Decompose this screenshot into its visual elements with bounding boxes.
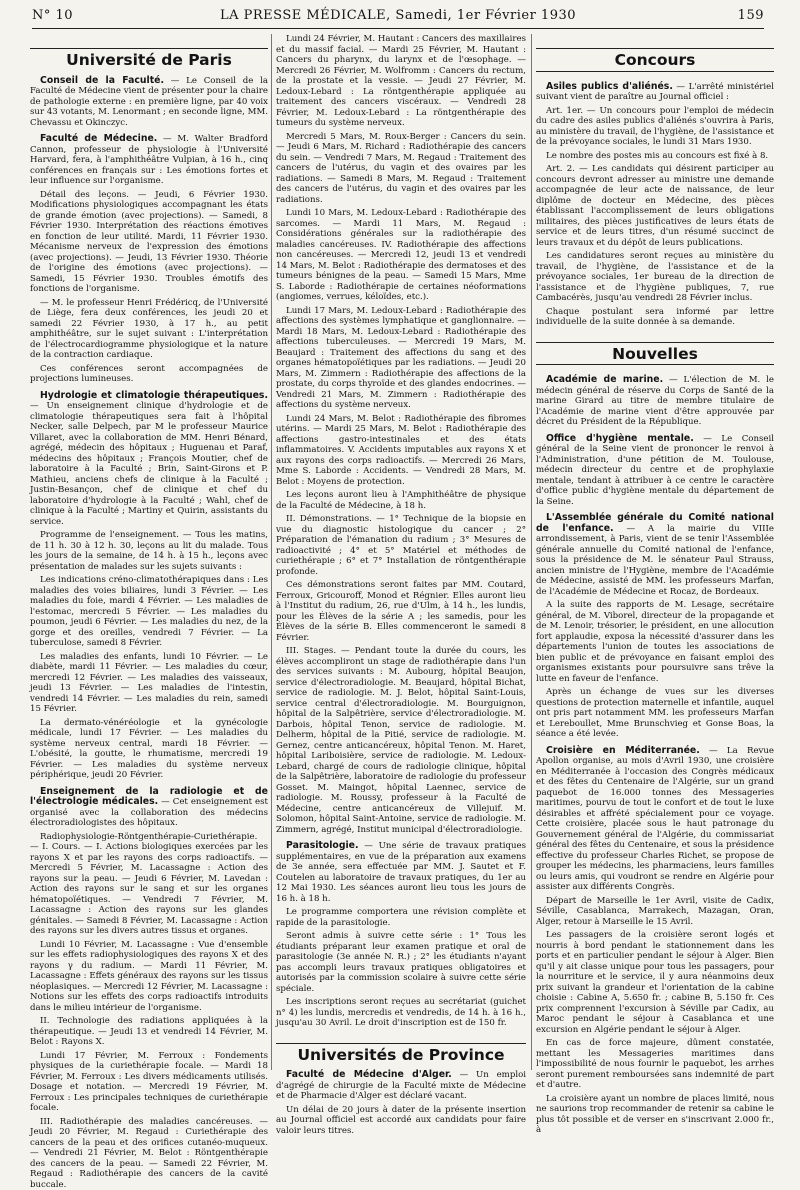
paragraph: III. Radiothérapie des maladies cancéreuses. — Jeudi 20 Février, M. Regaud : Curiethérapie des cancers de la peau et des orifices cutanéo-muqueux. — Vendredi 21 Février, M. Belot : Röntgenthérapie des cancers de la peau. — Samedi 22 Février, M. Regaud : Radiothérapie des cancers de la cavité buccale. <box>30 1117 268 1190</box>
paragraph: Un délai de 20 jours à dater de la présente insertion au Journal officiel est accordé aux candidats pour faire valoir leurs titres. <box>276 1105 526 1137</box>
paragraph: Radiophysiologie-Röntgenthérapie-Curiethérapie. — I. Cours. — I. Actions biologiques exercées par les rayons X et par les rayons des corps radioactifs. — Mercredi 5 Février, M. Lacassagne : Action des rayons sur la peau. — Jeudi 6 Février, M. Lavedan : Action des rayons sur le sang et sur les organes hématopoïétiques. — Vendredi 7 Février, M. Lacassagne : Action des rayons sur les glandes génitales. — Samedi 8 Février, M. Lacassagne : Action des rayons sur les divers autres tissus et organes. <box>30 832 268 937</box>
paragraph: — M. le professeur Henri Frédéricq, de l'Université de Liège, fera deux conférences, les jeudi 20 et samedi 22 Février 1930, à 17 h., au petit amphithéâtre, sur le sujet suivant : L'interprétation de l'électrocardiogramme physiologique et la nature de la contraction cardiaque. <box>30 298 268 361</box>
paragraph: Départ de Marseille le 1er Avril, visite de Cadix, Séville, Casablanca, Marrakech, Mazagan, Oran, Alger, retour à Marseille le 15 Avril. <box>536 896 774 928</box>
article-title: Asiles publics d'aliénés. <box>546 81 673 92</box>
article-title: L'Assemblée générale du Comité national de l'enfance. <box>536 512 774 534</box>
column-left <box>30 34 268 1070</box>
paragraph: Mercredi 5 Mars, M. Roux-Berger : Cancers du sein. — Jeudi 6 Mars, M. Richard : Radiothérapie des cancers du sein. — Vendredi 7 Mars, M. Regaud : Traitement des cancers de l'utérus, du vagin et des ovaires par les radiations. — Samedi 8 Mars, M. Regaud : Traitement des cancers de l'utérus, du vagin et des ovaires par les radiations. <box>276 132 526 206</box>
article-title: Croisière en Méditerranée. <box>546 745 700 756</box>
article <box>536 513 774 597</box>
column-right <box>536 34 774 1070</box>
article <box>30 787 268 829</box>
paragraph: Les maladies des enfants, lundi 10 Février. — Le diabète, mardi 11 Février. — Les maladies du cœur, mercredi 12 Février. — Les maladies des vaisseaux, jeudi 13 Février. — Les maladies de l'intestin, vendredi 14 Février. — Les maladies du rein, samedi 15 Février. <box>30 652 268 715</box>
paragraph: Après un échange de vues sur les diverses questions de protection maternelle et infantile, auquel ont pris part notamment MM. les professeurs Marfan et Lereboullet, Mme Brunschvieg et Gonse Boas, la séance a été levée. <box>536 687 774 740</box>
article-text: — Une série de travaux pratiques supplémentaires, en vue de la préparation aux examens de 3e année, sera effectuée par MM. J. Sautet et F. Coutelen au laboratoire de travaux pratiques, du 1er au 12 Mai 1930. Les séances auront lieu tous les jours de 16 h. à 18 h. <box>276 841 526 904</box>
section-heading: Concours <box>536 48 774 72</box>
paragraph: Lundi 17 Mars, M. Ledoux-Lebard : Radiothérapie des affections des systèmes lymphatique et ganglionnaire. — Mardi 18 Mars, M. Ledoux-Lebard : Radiothérapie des affections tuberculeuses. — Mercredi 19 Mars, M. Beaujard : Traitement des affections du sang et des organes hématopoïétiques par les radiations. — Jeudi 20 Mars, M. Zimmern : Radiothérapie des affections de la prostate, du corps thyroïde et des glandes endocrines. — Vendredi 21 Mars, M. Zimmern : Radiothérapie des affections du système nerveux. <box>276 306 526 411</box>
article <box>536 82 774 103</box>
section-heading: Universités de Province <box>276 1043 526 1061</box>
article-title: Enseignement de la radiologie et de l'électrologie médicales. <box>30 786 268 808</box>
article <box>276 841 526 904</box>
paragraph: Lundi 24 Février, M. Hautant : Cancers des maxillaires et du massif facial. — Mardi 25 Février, M. Hautant : Cancers du pharynx, du larynx et de l'œsophage. — Mercredi 26 Février, M. Wolfromm : Cancers du rectum, de la prostate et la vessie. — Jeudi 27 Février, M. Ledoux-Lebard : La röntgenthérapie appliquée au traitement des cancers viscéraux. — Vendredi 28 Février, M. Ledoux-Lebard : La röntgenthérapie des tumeurs du système nerveux. <box>276 34 526 129</box>
article-title: Conseil de la Faculté. <box>40 75 164 86</box>
paragraph: Lundi 24 Mars, M. Belot : Radiothérapie des fibromes utérins. — Mardi 25 Mars, M. Belot : Radiothérapie des affections gastro-intestinales et des états inflammatoires. V. Accidents imputables aux rayons X et aux rayons des corps radioactifs. — Mercredi 26 Mars, Mme S. Laborde : Accidents. — Vendredi 28 Mars, M. Belot : Moyens de protection. <box>276 414 526 488</box>
section-heading: Nouvelles <box>536 342 774 366</box>
paragraph: Les candidatures seront reçues au ministère du travail, de l'hygiène, de l'assistance et de la prévoyance sociales, 1er bureau de la direction de l'assistance et de l'hygiène publiques, 7, rue Cambacérès, jusqu'au vendredi 28 Février inclus. <box>536 251 774 304</box>
column-rule <box>271 34 272 1070</box>
article-text: — L'arrêté ministériel suivant vient de paraître au Journal officiel : <box>536 82 774 103</box>
paragraph: A la suite des rapports de M. Lesage, secrétaire général, de M. Viborel, directeur de la propagande et de M. Lenoir, trésorier, le président, en une allocution fort applaudie, exposa la nécessité d'assurer dans les départements l'union de toutes les associations de bien public et de prévoyance en faisant emploi des organismes existants pour poursuivre sans trêve la lutte en faveur de l'enfance. <box>536 600 774 684</box>
issue-number: N° 10 <box>32 8 73 23</box>
paragraph: Détail des leçons. — Jeudi, 6 Février 1930. Modifications physiologiques accompagnant les états de grande émotion (avec projections). — Samedi, 8 Février 1930. Interprétation des réactions émotives en fonction de leur utilité. Mardi, 11 Février 1930. Mécanisme nerveux de l'expression des émotions (avec projections). — Jeudi, 13 Février 1930. Théorie de l'origine des émotions (avec projections). — Samedi, 15 Février 1930. Troubles émotifs des fonctions de l'organisme. <box>30 190 268 295</box>
article <box>30 391 268 528</box>
paragraph: Les leçons auront lieu à l'Amphithéâtre de physique de la Faculté de Médecine, à 18 h. <box>276 490 526 511</box>
article <box>536 434 774 508</box>
paragraph: Ces conférences seront accompagnées de projections lumineuses. <box>30 364 268 385</box>
article <box>536 375 774 428</box>
paragraph: Ces démonstrations seront faites par MM. Coutard, Ferroux, Gricouroff, Monod et Régnier. Elles auront lieu à l'Institut du radium, 26, rue d'Ulm, à 14 h., les lundis, pour les Élèves de la série A ; les samedis, pour les Élèves de la série B. Elles commenceront le samedi 8 Février. <box>276 580 526 643</box>
section-heading: Université de Paris <box>30 48 268 66</box>
paragraph: Art. 2. — Les candidats qui désirent participer au concours devront adresser au ministre une demande accompagnée de leur acte de naissance, de leur diplôme de docteur en Médecine, des pièces établissant l'accomplissement de leurs obligations militaires, des pièces justificatives de leurs états de service et de leurs titres, d'un résumé succinct de leurs travaux et du dépôt de leurs publications. <box>536 164 774 248</box>
article <box>536 746 774 893</box>
article-text: — Un enseignement clinique d'hydrologie et de climatologie thérapeutiques sera fait à l'hôpital Necker, salle Delpech, par M le professeur Maurice Villaret, avec la collaboration de MM. Henri Bénard, agrégé, médecin des hôpitaux ; Huguenau et Paraf, médecins des hôpitaux ; François Moutier, chef de laboratoire à la Faculté ; Brin, Saint-Girons et P. Mathieu, anciens chefs de clinique à la Faculté ; Justin-Besançon, chef de clinique et chef du laboratoire d'hydrologie à la Faculté ; Wahl, chef de clinique à la Faculté ; Martiny et Quirin, assistants du service. <box>30 401 268 527</box>
paragraph: Art. 1er. — Un concours pour l'emploi de médecin du cadre des asiles publics d'aliénés s'ouvrira à Paris, au ministère du travail, de l'hygiène, de l'assistance et de la prévoyance sociales, le lundi 31 Mars 1930. <box>536 106 774 148</box>
paragraph: III. Stages. — Pendant toute la durée du cours, les élèves accompliront un stage de radiothérapie dans l'un des services suivants : M. Aubourg, hôpital Beaujon, service d'électroradiologie. M. Beaujard, hôpital Bichat, service de radiologie. M. J. Belot, hôpital Saint-Louis, service central d'électroradiologie. M. Bourguignon, hôpital de la Salpêtrière, service d'électroradiologie. M. Darbois, hôpital Tenon, service de radiologie. M. Delherm, hôpital de la Pitié, service de radiologie. M. Gernez, centre anticancéreux, hôpital Tenon. M. Haret, hôpital Lariboisière, service de radiologie. M. Ledoux-Lebard, chargé de cours de radiologie clinique, hôpital de la Salpêtrière, laboratoire de radiologie du professeur Gosset. M. Maingot, hôpital Laennec, service de radiologie. M. Roussy, professeur à la Faculté de Médecine, centre anticancéreux de Villejuif. M. Solomon, hôpital Saint-Antoine, service de radiologie. M. Zimmern, agrégé, Institut municipal d'électroradiologie. <box>276 646 526 835</box>
paragraph: II. Technologie des radiations appliquées à la thérapeutique. — Jeudi 13 et vendredi 14 Février, M. Belot : Rayons X. <box>30 1016 268 1048</box>
column-rule <box>531 34 532 1070</box>
page-header <box>32 6 764 29</box>
article-title: Académie de marine. <box>546 374 663 385</box>
article-text: — La Revue Apollon organise, au mois d'Avril 1930, une croisière en Méditerranée à l'occasion des Congrès médicaux et des fêtes du Centenaire de l'Algérie, sur un grand paquebot de 16.000 tonnes des Messageries maritimes, pourvu de tout le confort et de tout le luxe désirables et affrété spécialement pour ce voyage. Cette croisière, placée sous le haut patronage du Gouvernement général de l'Algérie, du commissariat général des fêtes du Centenaire, et sous la présidence effective du professeur Charles Richet, se propose de grouper les médecins, les pharmaciens, leurs familles ou leurs amis, qui voudront se rendre en Algérie pour assister aux différents Congrès. <box>536 746 774 893</box>
journal-title: LA PRESSE MÉDICALE, Samedi, 1er Février 1930 <box>32 8 764 23</box>
article-title: Office d'hygiène mentale. <box>546 433 694 444</box>
paragraph: II. Démonstrations. — 1° Technique de la biopsie en vue du diagnostic histologique du cancer ; 2° Préparation de l'émanation du radium ; 3° Mesures de radioactivité ; 4° et 5° Matériel et méthodes de curiethérapie ; 6° et 7° Installation de röntgenthérapie profonde. <box>276 514 526 577</box>
article-text: — Un emploi d'agrégé de chirurgie de la Faculté mixte de Médecine et de Pharmacie d'Alger est déclaré vacant. <box>276 1070 526 1101</box>
paragraph: Programme de l'enseignement. — Tous les matins, de 11 h. 30 à 12 h. 30, leçons au lit du malade. Tous les jours de la semaine, de 14 h. à 15 h., leçons avec présentation de malades sur les sujets suivants : <box>30 530 268 572</box>
article <box>30 134 268 187</box>
paragraph: La dermato-vénéréologie et la gynécologie médicale, lundi 17 Février. — Les maladies du système nerveux central, mardi 18 Février. — L'obésité, la goutte, le rhumatisme, mercredi 19 Février. — Les maladies du système nerveux périphérique, jeudi 20 Février. <box>30 718 268 781</box>
page-number: 159 <box>738 8 764 23</box>
article-title: Hydrologie et climatologie thérapeutiques. <box>40 390 268 401</box>
article-title: Faculté de Médecine d'Alger. <box>286 1069 452 1080</box>
paragraph: Le nombre des postes mis au concours est fixé à 8. <box>536 151 774 162</box>
article-text: — Cet enseignement est organisé avec la collaboration des médecins électroradiologistes des hôpitaux. <box>30 797 268 828</box>
paragraph: Chaque postulant sera informé par lettre individuelle de la suite donnée à sa demande. <box>536 307 774 328</box>
article-text: — M. Walter Bradford Cannon, professeur de physiologie à l'Université Harvard, fera, à l'amphithéâtre Vulpian, à 16 h., cinq conférences en français sur : Les émotions fortes et leur influence sur l'organisme. <box>30 134 268 186</box>
paragraph: Les inscriptions seront reçues au secrétariat (guichet n° 4) les lundis, mercredis et vendredis, de 14 h. à 16 h., jusqu'au 30 Avril. Le droit d'inscription est de 150 fr. <box>276 997 526 1029</box>
paragraph: En cas de force majeure, dûment constatée, mettant les Messageries maritimes dans l'impossibilité de nous fournir le paquebot, les arrhes seront purement remboursées sans indemnité de part et d'autre. <box>536 1038 774 1091</box>
article-text: — Le Conseil de la Faculté de Médecine vient de présenter pour la chaire de pathologie externe : en première ligne, par 40 voix sur 43 votants, M. Lenormant ; en seconde ligne, MM. Chevassu et Okinczyc. <box>30 76 268 128</box>
paragraph: Lundi 17 Février, M. Ferroux : Fondements physiques de la curiethérapie focale. — Mardi 18 Février, M. Ferroux : Les divers médicaments utilisés. Dosage et notation. — Mercredi 19 Février, M. Ferroux : Les principales techniques de curiethérapie focale. <box>30 1051 268 1114</box>
article-text: — A la mairie du VIIIe arrondissement, à Paris, vient de se tenir l'Assemblée générale annuelle du Comité national de l'enfance, sous la présidence de M. le sénateur Paul Strauss, ancien ministre de l'Hygiène, membre de l'Académie de Médecine, assisté de MM. les professeurs Marfan, de l'Académie de Médecine et Rocaz, de Bordeaux. <box>536 524 774 597</box>
paragraph: Les indications créno-climatothérapiques dans : Les maladies des voies biliaires, lundi 3 Février. — Les maladies du foie, mardi 4 Février. — Les maladies de l'estomac, mercredi 5 Février. — Les maladies du poumon, jeudi 6 Février. — Les maladies du nez, de la gorge et des oreilles, vendredi 7 Février. — La tuberculose, samedi 8 Février. <box>30 575 268 649</box>
article <box>276 1070 526 1102</box>
paragraph: Seront admis à suivre cette série : 1° Tous les étudiants préparant leur examen pratique et oral de parasitologie (3e année N. R.) ; 2° les étudiants n'ayant pas accompli leurs travaux pratiques obligatoires et autorisés par la commission scolaire à suivre cette série spéciale. <box>276 931 526 994</box>
article-title: Parasitologie. <box>286 840 359 851</box>
column-middle <box>276 34 526 1070</box>
article-title: Faculté de Médecine. <box>40 133 157 144</box>
paragraph: La croisière ayant un nombre de places limité, nous ne saurions trop recommander de retenir sa cabine le plus tôt possible et de verser en s'inscrivant 2.000 fr., à <box>536 1094 774 1136</box>
paragraph: Les passagers de la croisière seront logés et nourris à bord pendant le stationnement dans les ports et en particulier pendant le séjour à Alger. Bien qu'il y ait classe unique pour tous les passagers, pour la nourriture et le service, il y aura néanmoins deux prix suivant la grandeur et l'orientation de la cabine choisie : Cabine A, 5.650 fr. ; cabine B, 5.150 fr. Ces prix comprennent l'excursion à Séville par Cadix, au Maroc pendant le séjour à Casablanca et une excursion en Algérie pendant le séjour à Alger. <box>536 930 774 1035</box>
paragraph: Lundi 10 Février, M. Lacassagne : Vue d'ensemble sur les effets radiophysiologiques des rayons X et des rayons γ du radium. — Mardi 11 Février, M. Lacassagne : Effets généraux des rayons sur les tissus néoplasiques. — Mercredi 12 Février, M. Lacassagne : Notions sur les effets des corps radioactifs introduits dans le milieu intérieur de l'organisme. <box>30 940 268 1014</box>
article-text: — L'élection de M. le médecin général de réserve du Corps de Santé de la marine Girard au titre de membre titulaire de l'Académie de marine vient d'être approuvée par décret du Président de la République. <box>536 375 774 427</box>
article <box>30 76 268 129</box>
article-text: — Le Conseil général de la Seine vient de prononcer le renvoi à l'Administration, d'une pétition de M. Toulouse, médecin directeur du centre et de prophylaxie mentale, tendant à attribuer à ce centre le caractère d'office public d'hygiène mentale du département de la Seine. <box>536 434 774 507</box>
paragraph: Le programme comportera une révision complète et rapide de la parasitologie. <box>276 907 526 928</box>
paragraph: Lundi 10 Mars, M. Ledoux-Lebard : Radiothérapie des sarcomes. — Mardi 11 Mars, M. Regaud : Considérations générales sur la radiothérapie des maladies cancéreuses. IV. Radiothérapie des affections non cancéreuses. — Mercredi 12, jeudi 13 et vendredi 14 Mars, M. Belot : Radiothérapie des dermatoses et des tumeurs bénignes de la peau. — Samedi 15 Mars, Mme S. Laborde : Radiothérapie de certaines néoformations (angiomes, verrues, kéloïdes, etc.). <box>276 208 526 303</box>
